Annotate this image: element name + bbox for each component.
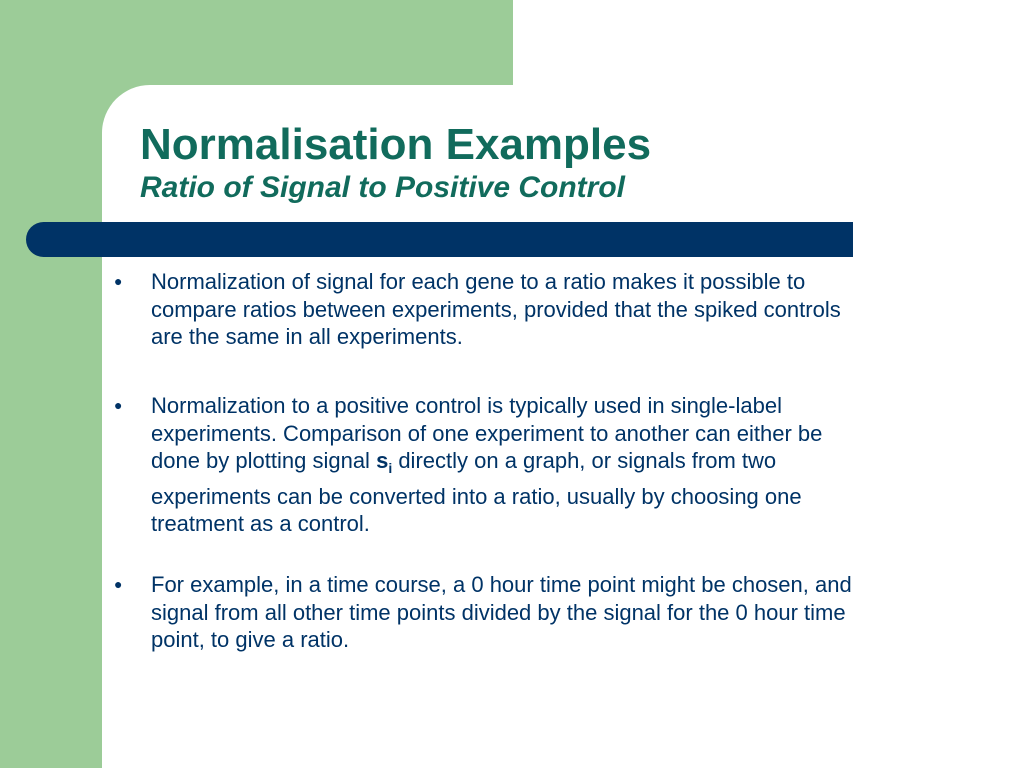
bullet-line: compare ratios between experiments, provided that the spiked controls	[151, 296, 841, 322]
bullet-line: are the same in all experiments.	[151, 324, 463, 349]
bullet-text	[151, 392, 971, 538]
bullet-text	[151, 571, 971, 654]
bullet-dot-icon: ●	[114, 576, 123, 592]
bullet-line: experiments. Comparison of one experiment to another can either be	[151, 420, 823, 446]
bullet-line: point, to give a ratio.	[151, 627, 350, 652]
bullet-text	[151, 268, 971, 351]
bullet-line: Normalization to a positive control is typically used in single-label	[151, 393, 782, 418]
title-area	[140, 120, 940, 206]
slide-title: Normalisation Examples	[140, 120, 652, 169]
bullet-line: experiments can be converted into a ratio, usually by choosing one	[151, 483, 802, 509]
bullet-line	[151, 447, 971, 483]
bullet-line-part: done by plotting signal	[151, 448, 377, 473]
bullet-dot-icon: ●	[114, 397, 123, 413]
divider-bar	[26, 222, 853, 257]
bullet-line: signal from all other time points divided by the signal for the 0 hour time	[151, 599, 846, 625]
signal-subscript: i	[388, 460, 393, 476]
bullet-line: treatment as a control.	[151, 511, 370, 536]
decor-green-left	[0, 0, 102, 768]
bullet-dot-icon: ●	[114, 273, 123, 289]
bullet-line: Normalization of signal for each gene to a ratio makes it possible to	[151, 269, 806, 294]
bullet-line-part: directly on a graph, or signals from two	[392, 448, 777, 473]
signal-symbol: s	[376, 448, 389, 473]
slide-subtitle: Ratio of Signal to Positive Control	[140, 171, 626, 204]
bullet-line: For example, in a time course, a 0 hour time point might be chosen, and	[151, 572, 852, 597]
